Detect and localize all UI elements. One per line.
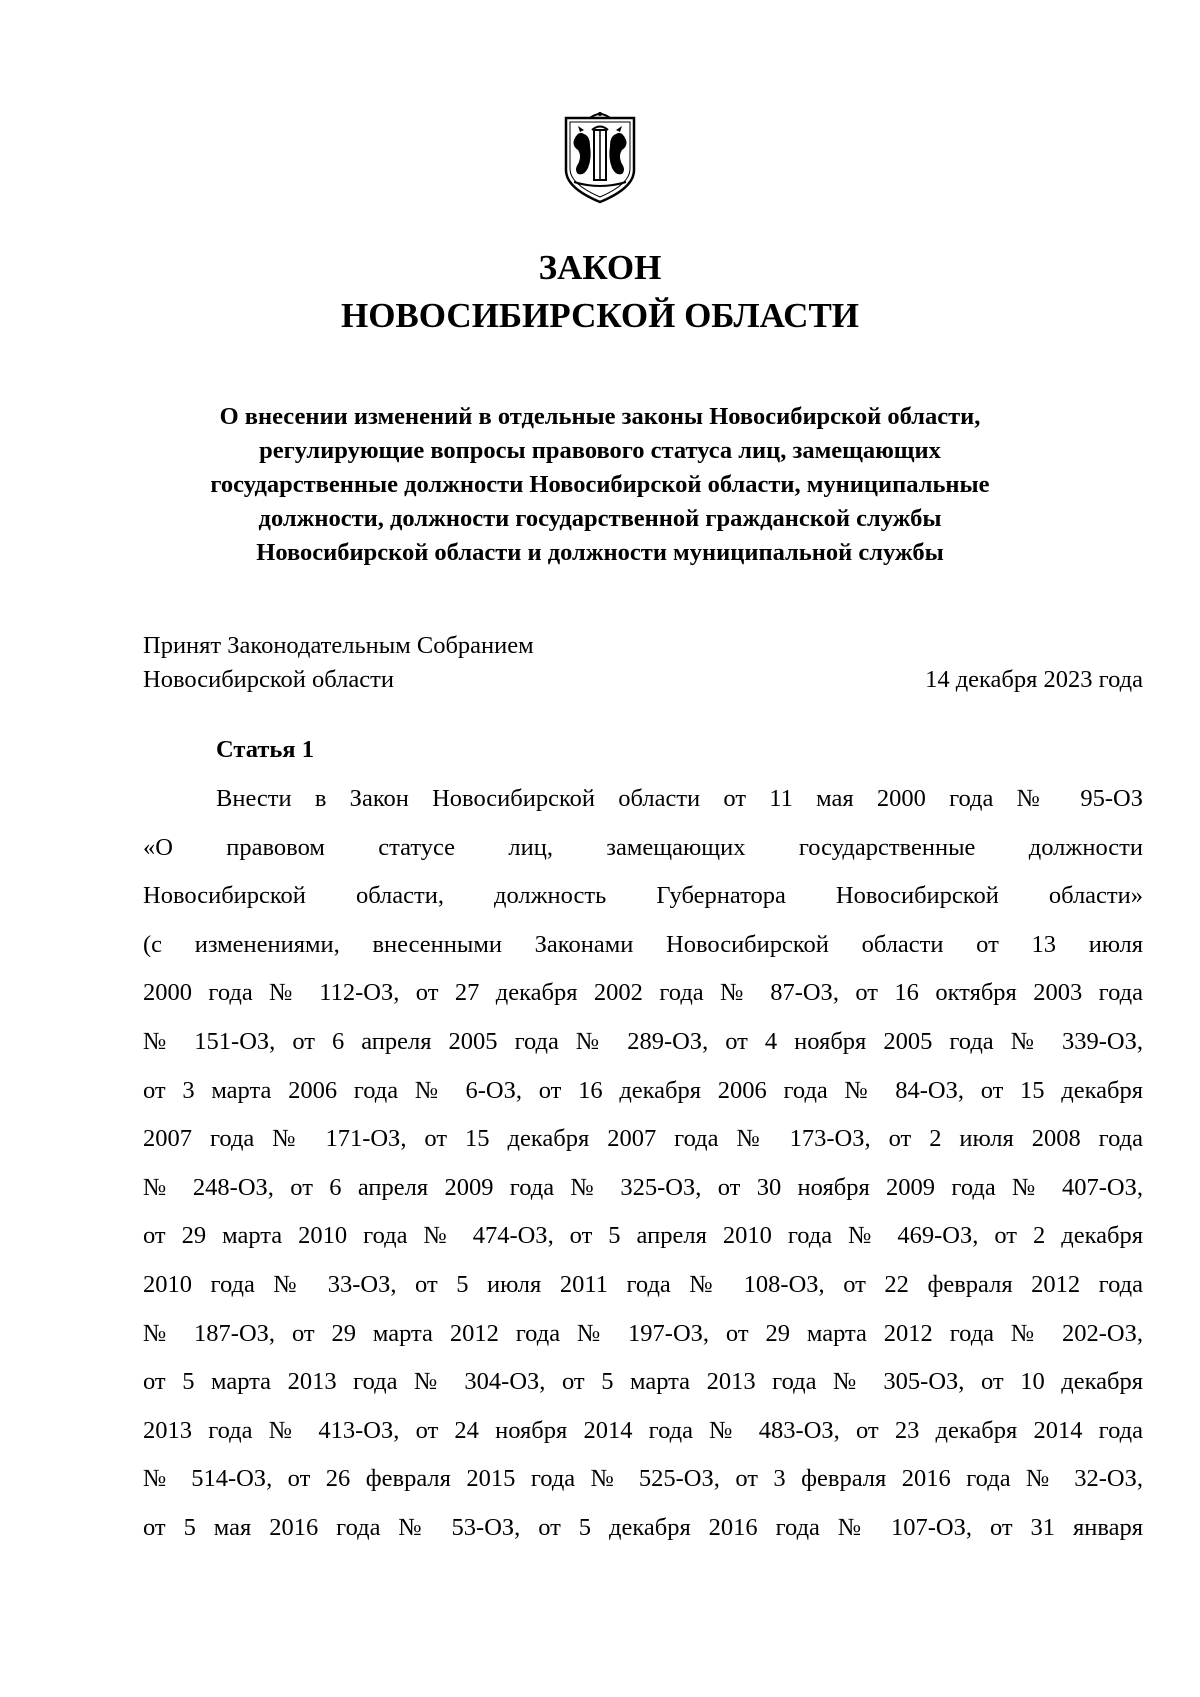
coat-of-arms-icon — [560, 110, 640, 206]
subject-line-3: государственные должности Новосибирской области, муниципальные — [210, 471, 990, 498]
subject-line-2: регулирующие вопросы правового статуса лиц, замещающих — [259, 437, 941, 464]
law-title-line-2: НОВОСИБИРСКОЙ ОБЛАСТИ — [340, 296, 860, 335]
law-subject-heading — [150, 400, 1050, 570]
body-line: Внести в Закон Новосибирской области от 11 мая 2000 года № 95-ОЗ — [216, 785, 1143, 812]
body-line: № 248-ОЗ, от 6 апреля 2009 года № 325-ОЗ, от 30 ноября 2009 года № 407-ОЗ, — [143, 1173, 1143, 1201]
body-line: (с изменениями, внесенными Законами Новосибирской области от 13 июля — [143, 930, 1143, 958]
body-line: 2007 года № 171-ОЗ, от 15 декабря 2007 года № 173-ОЗ, от 2 июля 2008 года — [143, 1125, 1143, 1153]
body-line: Новосибирской области, должность Губернатора Новосибирской области» — [143, 882, 1143, 910]
body-line: от 5 марта 2013 года № 304-ОЗ, от 5 марта 2013 года № 305-ОЗ, от 10 декабря — [143, 1368, 1143, 1396]
adoption-date: 14 декабря 2023 года — [925, 666, 1143, 693]
body-line: № 187-ОЗ, от 29 марта 2012 года № 197-ОЗ, от 29 марта 2012 года № 202-ОЗ, — [143, 1319, 1143, 1347]
body-line: 2000 года № 112-ОЗ, от 27 декабря 2002 года № 87-ОЗ, от 16 октября 2003 года — [143, 979, 1143, 1007]
law-title-line-1: ЗАКОН — [538, 248, 662, 287]
adoption-line-1: Принят Законодательным Собранием — [143, 632, 534, 659]
body-line: № 151-ОЗ, от 6 апреля 2005 года № 289-ОЗ, от 4 ноября 2005 года № 339-ОЗ, — [143, 1027, 1143, 1055]
subject-line-5: Новосибирской области и должности муниципальной службы — [256, 539, 944, 566]
body-line: от 29 марта 2010 года № 474-ОЗ, от 5 апреля 2010 года № 469-ОЗ, от 2 декабря — [143, 1222, 1143, 1250]
article-heading: Статья 1 — [216, 736, 314, 763]
body-line: 2010 года № 33-ОЗ, от 5 июля 2011 года № 108-ОЗ, от 22 февраля 2012 года — [143, 1270, 1143, 1298]
law-title — [0, 244, 1200, 340]
body-line: № 514-ОЗ, от 26 февраля 2015 года № 525-ОЗ, от 3 февраля 2016 года № 32-ОЗ, — [143, 1465, 1143, 1493]
adoption-line-2: Новосибирской области — [143, 666, 394, 693]
article-body — [143, 775, 1143, 1553]
body-line: от 5 мая 2016 года № 53-ОЗ, от 5 декабря 2016 года № 107-ОЗ, от 31 января — [143, 1513, 1143, 1541]
body-line: «О правовом статусе лиц, замещающих государственные должности — [143, 833, 1143, 861]
subject-line-1: О внесении изменений в отдельные законы Новосибирской области, — [219, 403, 981, 430]
body-line: от 3 марта 2006 года № 6-ОЗ, от 16 декабря 2006 года № 84-ОЗ, от 15 декабря — [143, 1076, 1143, 1104]
body-line: 2013 года № 413-ОЗ, от 24 ноября 2014 года № 483-ОЗ, от 23 декабря 2014 года — [143, 1416, 1143, 1444]
subject-line-4: должности, должности государственной гражданской службы — [258, 505, 942, 532]
